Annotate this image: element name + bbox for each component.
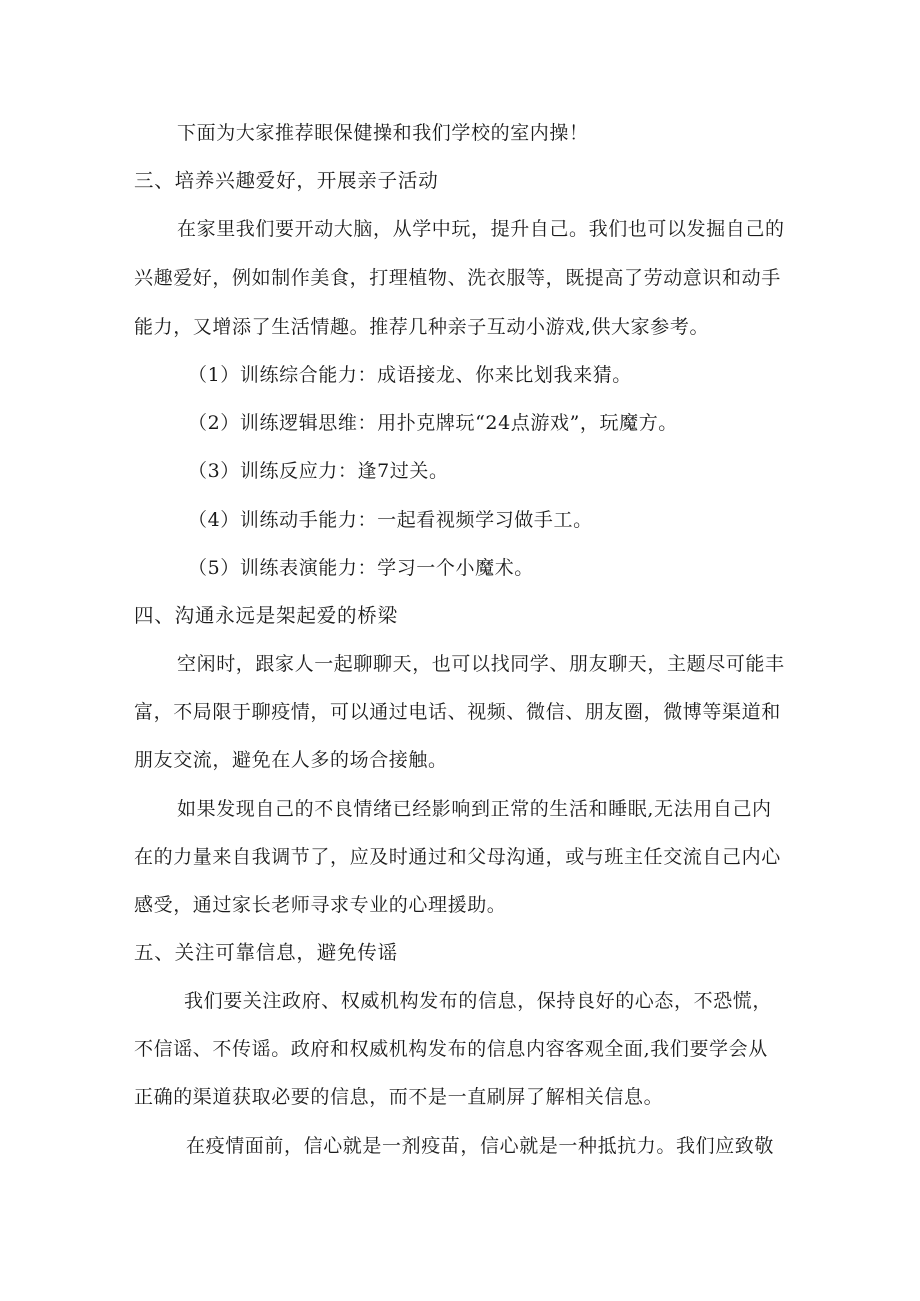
section-3-heading: 三、培养兴趣爱好，开展亲子活动 <box>134 169 439 192</box>
intro-line: 下面为大家推荐眼保健操和我们学校的室内操！ <box>177 122 589 144</box>
section-4-paragraph-line: 富，不局限于聊疫情，可以通过电话、视频、微信、朋友圈，微博等渠道和 <box>134 701 781 723</box>
game-item: （2）训练逻辑思维：用扑克牌玩“24点游戏”，玩魔方。 <box>188 412 678 434</box>
section-4-paragraph-line: 感受，通过家长老师寻求专业的心理援助。 <box>134 894 507 916</box>
game-item: （3）训练反应力：逢7过关。 <box>188 460 449 482</box>
section-4-paragraph-line: 在的力量来自我调节了，应及时通过和父母沟通，或与班主任交流自己内心 <box>134 846 781 868</box>
section-4-paragraph-line: 如果发现自己的不良情绪已经影响到正常的生活和睡眠,无法用自己内 <box>177 798 772 820</box>
section-5-heading: 五、关注可靠信息，避免传谣 <box>134 941 398 964</box>
section-4-paragraph-line: 朋友交流，避免在人多的场合接触。 <box>134 749 448 771</box>
section-5-paragraph-line: 我们要关注政府、权威机构发布的信息，保持良好的心态，不恐慌， <box>184 990 773 1012</box>
section-5-paragraph-line: 不信谣、不传谣。政府和权威机构发布的信息内容客观全面,我们要学会从 <box>134 1038 768 1060</box>
game-item: （5）训练表演能力：学习一个小魔术。 <box>188 557 534 579</box>
section-3-paragraph-line: 能力，又增添了生活情趣。推荐几种亲子互动小游戏,供大家参考。 <box>134 316 710 338</box>
section-3-paragraph-line: 在家里我们要开动大脑，从学中玩，提升自己。我们也可以发掘自己的 <box>177 218 785 240</box>
section-5-paragraph-line: 在疫情面前，信心就是一剂疫苗，信心就是一种抵抗力。我们应致敬 <box>186 1135 775 1157</box>
section-3-paragraph-line: 兴趣爱好，例如制作美食，打理植物、洗衣服等，既提高了劳动意识和动手 <box>134 267 781 289</box>
game-item: （1）训练综合能力：成语接龙、你来比划我来猜。 <box>188 364 632 386</box>
section-4-paragraph-line: 空闲时，跟家人一起聊聊天，也可以找同学、朋友聊天，主题尽可能丰 <box>177 653 785 675</box>
game-item: （4）训练动手能力：一起看视频学习做手工。 <box>188 509 593 531</box>
section-5-paragraph-line: 正确的渠道获取必要的信息，而不是一直刷屏了解相关信息。 <box>134 1086 664 1108</box>
section-4-heading: 四、沟通永远是架起爱的桥梁 <box>134 604 398 627</box>
